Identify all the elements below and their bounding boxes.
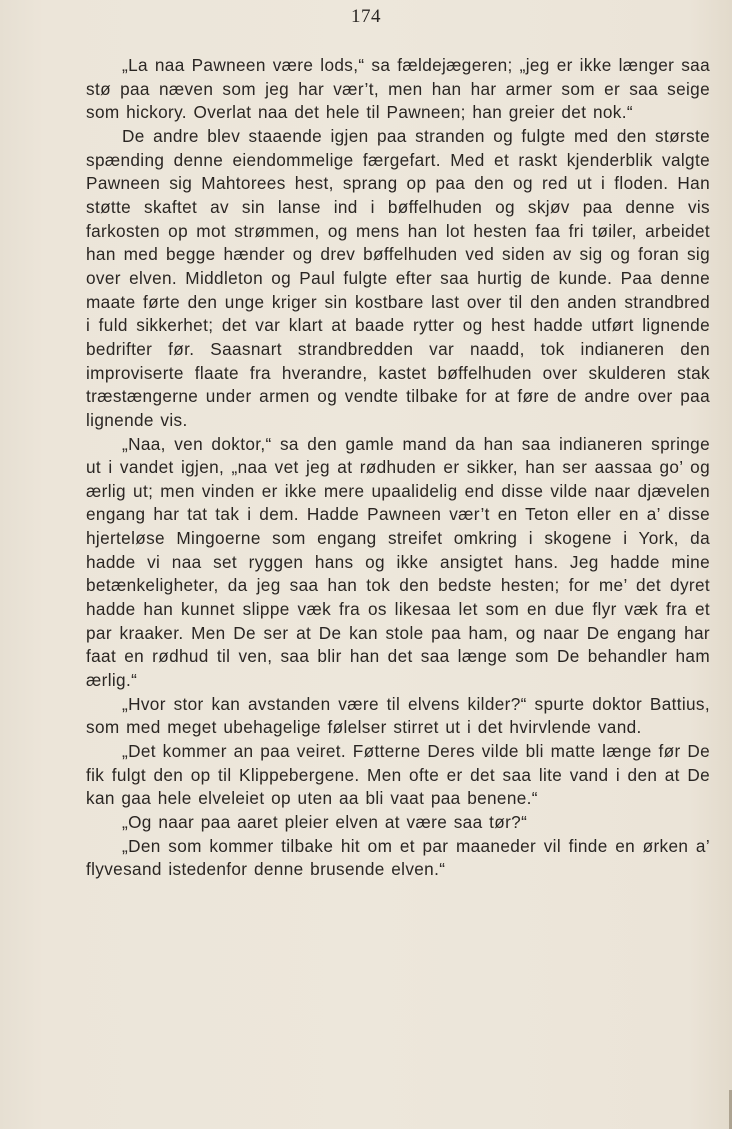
body-text — [86, 54, 710, 882]
paragraph-2: De andre blev staaende igjen paa stranden og fulgte med den største spænding denne eiendommelige færgefart. Med et raskt kjenderblik valgte Pawneen sig Mahtorees hest, sprang op paa den og red ut i floden. Han støtte skaftet av sin lanse ind i bøffelhuden og skjøv paa denne vis farkosten op mot strømmen, og mens han lot hesten faa fri tøiler, arbeidet han med begge hænder og drev bøffelhuden ved siden av sig og foran sig over elven. Middleton og Paul fulgte efter saa hurtig de kunde. Paa denne maate førte den unge kriger sin kostbare last over til den anden strandbred i fuld sikkerhet; det var klart at baade rytter og hest hadde utført lignende bedrifter før. Saasnart strandbredden var naadd, tok indianeren den improviserte flaate fra hverandre, kastet bøffelhuden over skulderen stak træstængerne under armen og vendte tilbake for at føre de andre over paa lignende vis. — [86, 125, 710, 430]
paragraph-7: „Den som kommer tilbake hit om et par maaneder vil finde en ørken a’ flyvesand istedenfor denne brusende elven.“ — [86, 835, 710, 880]
paragraph-3: „Naa, ven doktor,“ sa den gamle mand da han saa indianeren springe ut i vandet igjen, „naa vet jeg at rødhuden er sikker, han ser aassaa go’ og ærlig ut; men vinden er ikke mere upaalidelig end disse vilde naar djævelen engang har tat tak i dem. Hadde Pawneen vær’t en Teton eller en a’ disse hjerteløse Mingoerne som engang streifet omkring i skogene i York, da hadde vi naa set ryggen hans og ikke ansigtet hans. Jeg hadde mine betænkeligheter, da jeg saa han tok den bedste hesten; for me’ det dyret hadde han kunnet slippe væk fra os likesaa let som en due flyr væk fra et par kraaker. Men De ser at De kan stole paa ham, og naar De engang har faat en rødhud til ven, saa blir han det saa længe som De behandler ham ærlig.“ — [86, 433, 710, 691]
paragraph-6: „Og naar paa aaret pleier elven at være saa tør?“ — [122, 812, 528, 832]
paragraph-4: „Hvor stor kan avstanden være til elvens kilder?“ spurte doktor Battius, som med meget ubehagelige følelser stirret ut i det hvirvlende vand. — [86, 693, 710, 738]
paragraph-5: „Det kommer an paa veiret. Føtterne Deres vilde bli matte længe før De fik fulgt den op til Klippebergene. Men ofte er det saa lite vand i den at De kan gaa hele elveleiet op uten aa bli vaat paa benene.“ — [86, 741, 710, 809]
paragraph-1: „La naa Pawneen være lods,“ sa fældejægeren; „jeg er ikke længer saa stø paa næven som jeg har vær’t, men han har armer som er saa seige som hickory. Overlat naa det hele til Pawneen; han greier det nok.“ — [86, 55, 710, 123]
page-number: 174 — [351, 6, 381, 27]
